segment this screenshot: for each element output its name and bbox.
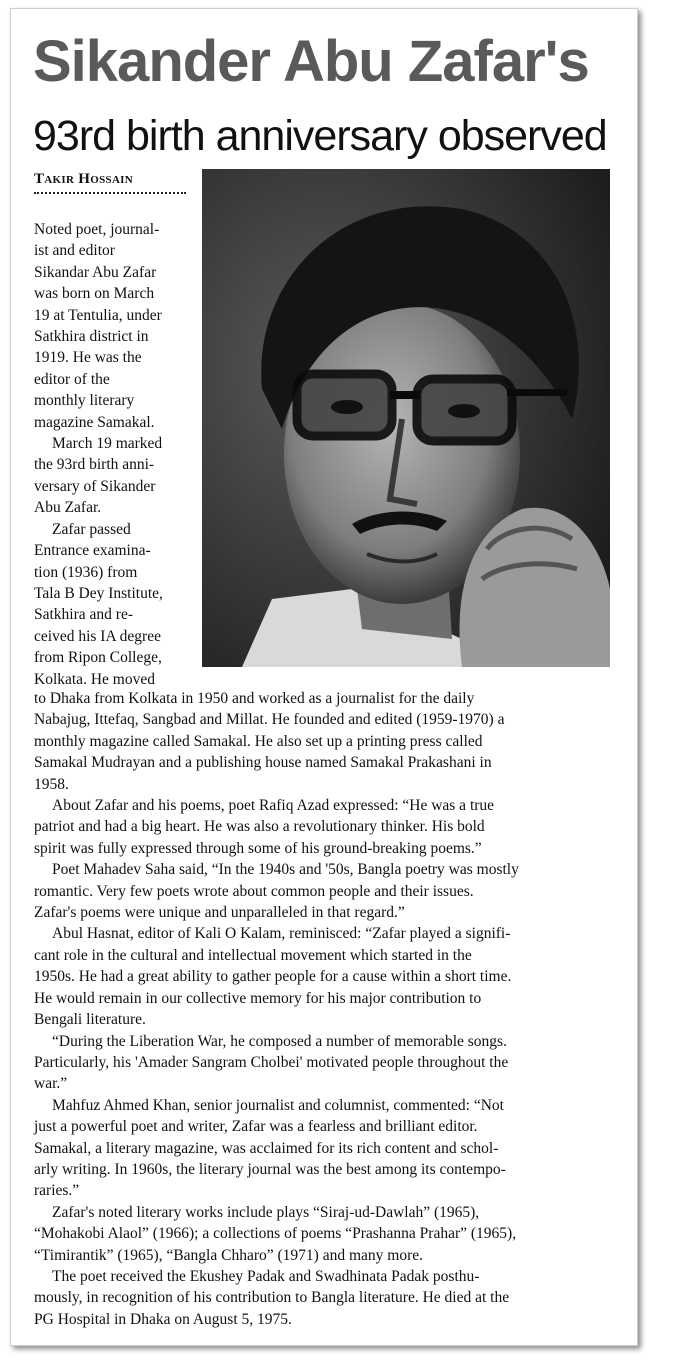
- column-line: Noted poet, journal-: [34, 221, 160, 238]
- news-clipping: [10, 8, 638, 1346]
- headline-line-1: Sikander Abu Zafar's: [33, 29, 589, 94]
- body-line: Bengali literature.: [34, 1011, 146, 1029]
- column-line: Satkhira district in: [34, 328, 149, 346]
- body-line: Zafar's noted literary works include plays “Siraj-ud-Dawlah” (1965),: [52, 1203, 480, 1221]
- full-width-text: [34, 688, 614, 1330]
- body-line: 1958.: [34, 775, 69, 793]
- column-line: was born on March: [34, 285, 155, 303]
- narrow-column-text: [34, 219, 197, 690]
- body-line: Poet Mahadev Saha said, “In the 1940s and '50s, Bangla poetry was mostly: [52, 861, 519, 879]
- column-line: Zafar passed: [52, 520, 131, 538]
- column-line: Sikandar Abu Zafar: [34, 263, 157, 281]
- column-line: from Ripon College,: [34, 649, 162, 667]
- body-line: Samakal, a literary magazine, was acclaimed for its rich content and schol-: [34, 1139, 499, 1157]
- column-line: 1919. He was the: [34, 349, 142, 367]
- body-line: He would remain in our collective memory for his major contribution to: [34, 989, 482, 1007]
- column-line: the 93rd birth anni-: [34, 456, 155, 474]
- column-line: magazine Samakal.: [34, 413, 155, 431]
- body-line: just a powerful poet and writer, Zafar was a fearless and brilliant editor.: [34, 1118, 478, 1136]
- body-line: Nabajug, Ittefaq, Sangbad and Millat. He founded and edited (1959-1970) a: [34, 711, 505, 729]
- body-line: Zafar's poems were unique and unparalleled in that regard.”: [34, 904, 405, 922]
- column-line: Tala B Dey Institute,: [34, 584, 163, 602]
- body-line: monthly magazine called Samakal. He also set up a printing press called: [34, 732, 483, 750]
- body-line: romantic. Very few poets wrote about common people and their issues.: [34, 882, 474, 900]
- body-line: The poet received the Ekushey Padak and Swadhinata Padak posthu-: [52, 1267, 480, 1285]
- byline: Takir Hossain: [34, 171, 134, 187]
- byline-divider: [34, 192, 186, 194]
- body-line: cant role in the cultural and intellectual movement which started in the: [34, 946, 472, 964]
- body-line: Abul Hasnat, editor of Kali O Kalam, reminisced: “Zafar played a signifi-: [52, 925, 511, 943]
- body-line: PG Hospital in Dhaka on August 5, 1975.: [34, 1310, 292, 1328]
- body-line: “Timirantik” (1965), “Bangla Chharo” (1971) and many more.: [34, 1246, 423, 1264]
- body-line: “Mohakobi Alaol” (1966); a collections of poems “Prashanna Prahar” (1965),: [34, 1225, 517, 1243]
- body-line: to Dhaka from Kolkata in 1950 and worked as a journalist for the daily: [34, 690, 475, 707]
- column-line: ist and editor: [34, 242, 115, 260]
- column-line: Satkhira and re-: [34, 606, 133, 624]
- body-line: About Zafar and his poems, poet Rafiq Azad expressed: “He was a true: [52, 797, 495, 815]
- body-line: Samakal Mudrayan and a publishing house named Samakal Prakashani in: [34, 754, 492, 772]
- column-line: editor of the: [34, 370, 110, 388]
- body-line: Particularly, his 'Amader Sangram Cholbei' motivated people throughout the: [34, 1053, 509, 1071]
- column-line: Abu Zafar.: [34, 499, 102, 517]
- column-line: versary of Sikander: [34, 477, 156, 495]
- body-line: 1950s. He had a great ability to gather people for a cause within a short time.: [34, 968, 512, 986]
- portrait-illustration: [202, 169, 610, 667]
- column-line: March 19 marked: [52, 435, 163, 453]
- column-line: Entrance examina-: [34, 542, 151, 560]
- column-line: monthly literary: [34, 392, 135, 410]
- body-line: mously, in recognition of his contribution to Bangla literature. He died at the: [34, 1289, 510, 1307]
- column-line: tion (1936) from: [34, 563, 138, 581]
- headline-line-2: 93rd birth anniversary observed: [33, 112, 607, 160]
- body-line: Mahfuz Ahmed Khan, senior journalist and columnist, commented: “Not: [52, 1096, 504, 1114]
- body-line: “During the Liberation War, he composed a number of memorable songs.: [52, 1032, 507, 1050]
- body-line: raries.”: [34, 1182, 80, 1200]
- portrait-photo: [202, 169, 610, 667]
- body-line: patriot and had a big heart. He was also a revolutionary thinker. His bold: [34, 818, 485, 836]
- column-line: Kolkata. He moved: [34, 670, 155, 688]
- body-line: spirit was fully expressed through some of his ground-breaking poems.”: [34, 839, 482, 857]
- body-line: war.”: [34, 1075, 68, 1093]
- body-line: arly writing. In 1960s, the literary journal was the best among its contempo-: [34, 1160, 506, 1178]
- column-line: 19 at Tentulia, under: [34, 306, 162, 324]
- column-line: ceived his IA degree: [34, 627, 161, 645]
